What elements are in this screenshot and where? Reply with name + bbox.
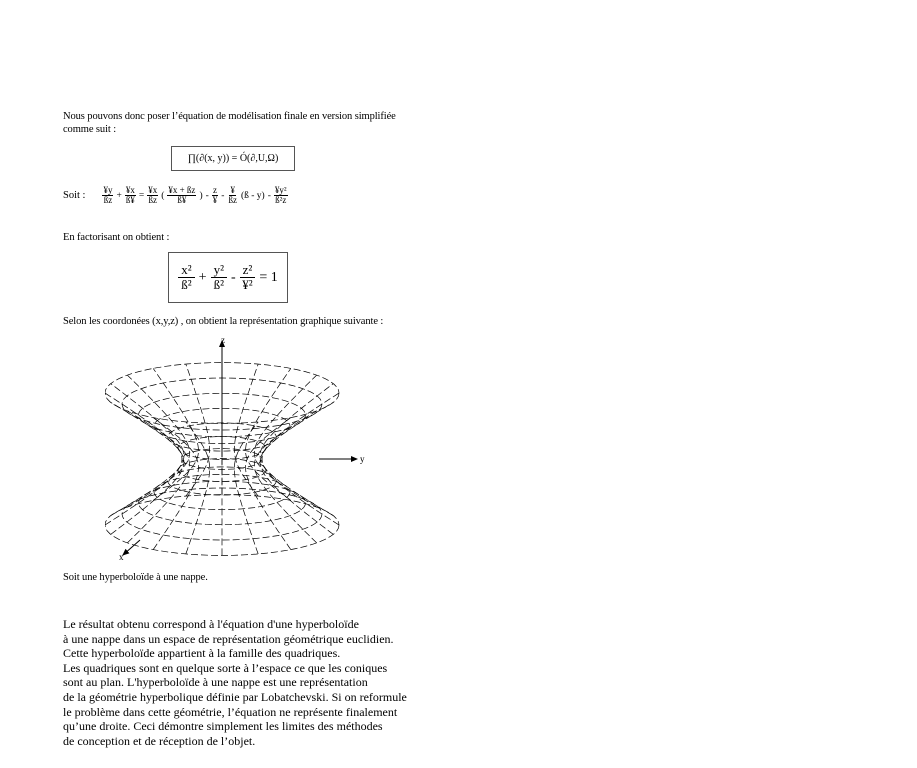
conclusion-line: Le résultat obtenu correspond à l'équation d'une hyperboloïde [63,617,359,631]
mesh-meridian [246,368,291,500]
mesh-meridian [246,418,291,550]
soit-label: Soit : [63,190,86,202]
intro-line-1: Nous pouvons donc poser l’équation de modélisation finale en version simplifiée [63,111,396,122]
coords-text: Selon les coordonées (x,y,z) , on obtient la représentation graphique suivante : [63,316,384,327]
conclusion-line: à une nappe dans un espace de représentation géométrique euclidien. [63,631,394,646]
fraction-3: $\frac{¥x}{ßz}$ [148,185,158,206]
op-minus-3: - [267,190,271,201]
conclusion-line: de conception et de réception de l’objet. [63,733,256,748]
op-minus-2: - [221,190,225,201]
x-fraction: $\frac{\text{x²}}{\text{ß²}}$ [178,263,194,291]
intro-paragraph [63,110,396,136]
conclusion-line: de la géométrie hyperbolique définie par Lobatchevski. Si on reformule [63,689,407,704]
y-axis-label: y [360,454,365,464]
simplified-equation: ∏(∂(x, y)) = Ó(∂,U,Ω) [187,153,279,164]
close-paren: ) [199,190,203,201]
op-plus: + [116,190,122,201]
fraction-6: $\frac{¥}{ßz}$ [228,185,237,206]
y-fraction: $\frac{\text{y²}}{\text{ß²}}$ [211,263,227,291]
op-minus: - [230,269,236,285]
soit-equation [63,186,288,206]
fraction-2: $\frac{¥x}{ß¥}$ [125,185,135,206]
fraction-5: $\frac{z}{¥}$ [212,185,218,206]
fraction-7: $\frac{\text{¥y²}}{\text{ß²z}}$ [274,185,287,206]
mesh-meridian [153,418,198,550]
fraction-4: $\frac{¥x + ßz}{ß¥}$ [168,185,196,206]
conclusion-line: sont au plan. L'hyperboloïde à une nappe est une représentation [63,675,368,690]
mesh-meridian [254,411,316,543]
conclusion-line: Les quadriques sont en quelque sorte à l’espace ce que les coniques [63,660,388,675]
factor-text: En factorisant on obtient : [63,232,170,243]
mesh-meridian [153,368,198,500]
intro-line-2: comme suit : [63,124,117,135]
simplified-equation-box [171,146,295,171]
conclusion-line: qu’une droite. Ceci démontre simplement les limites des méthodes [63,719,383,734]
open-paren: ( [161,190,165,201]
factored-equation-box [168,252,288,303]
op-equals: = [138,190,145,201]
mesh-meridian [127,375,189,507]
mesh-meridian [127,411,189,543]
hyperboloid-figure [105,332,385,564]
z-fraction: $\frac{\text{z²}}{\text{¥²}}$ [240,263,256,291]
x-axis-label: x [119,552,124,562]
z-axis-label: z [221,335,225,345]
factored-equation [178,263,277,291]
op-plus: + [198,269,207,285]
paren-term: (ß - y) [240,190,265,201]
fraction-1: $\frac{¥y}{ßz}$ [103,185,113,206]
equals-one: = 1 [259,269,278,285]
figure-caption: Soit une hyperboloïde à une nappe. [63,572,208,583]
conclusion-line: le problème dans cette géométrie, l’équation ne représente finalement [63,704,398,719]
mesh-meridian [254,375,316,507]
mesh-meridian [105,393,182,525]
conclusion-line: Cette hyperboloïde appartient à la famille des quadriques. [63,646,341,661]
op-minus-1: - [205,190,209,201]
conclusion-paragraph [63,617,407,748]
